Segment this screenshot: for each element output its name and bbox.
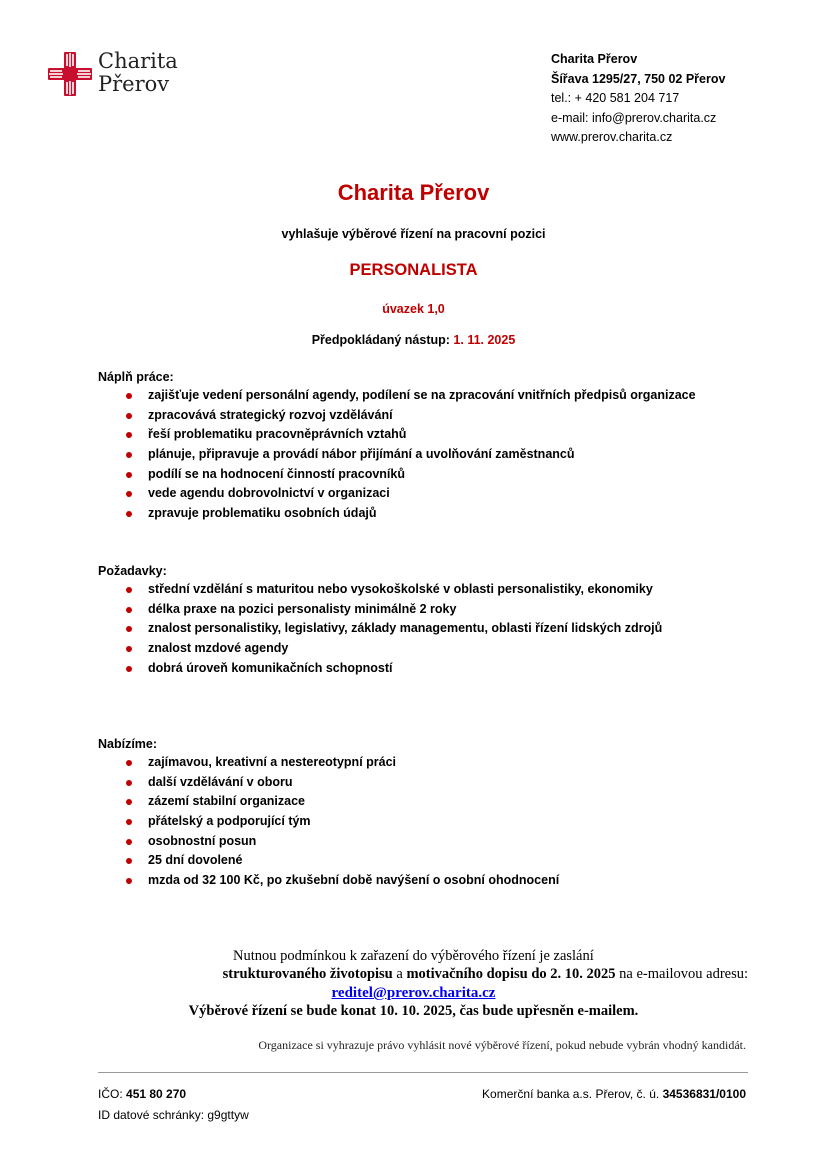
list-item (98, 386, 696, 406)
list-item (98, 792, 559, 812)
list-item (98, 659, 662, 679)
requirements-heading: Požadavky: (98, 564, 167, 578)
offer-heading: Nabízíme: (98, 737, 158, 751)
footer-right (0, 1084, 746, 1105)
application-to-email: na e-mailovou adresu: (615, 966, 748, 982)
requirements-list (98, 580, 662, 678)
application-and: a (392, 966, 407, 982)
list-item (98, 619, 662, 639)
footer-ico-label: IČO: (98, 1087, 127, 1101)
list-item (98, 425, 696, 445)
contact-address: Šířava 1295/27, 750 02 Přerov (551, 71, 726, 86)
bullet-icon (126, 472, 132, 478)
bullet-icon (126, 858, 132, 864)
list-item-text: podílí se na hodnocení činností pracovníků (148, 466, 405, 481)
list-item (98, 406, 696, 426)
contact-name: Charita Přerov (551, 52, 638, 66)
application-line-1: Nutnou podmínkou k zařazení do výběrového řízení je zaslání (233, 948, 594, 964)
list-item-text: znalost personalistiky, legislativy, základy managementu, oblasti řízení lidských zdrojů (148, 621, 663, 636)
footer-account: 34536831/0100 (662, 1087, 746, 1101)
contact-block (551, 50, 725, 148)
footer-databox: ID datové schránky: g9gttyw (98, 1108, 249, 1122)
logo-line-2: Přerov (98, 72, 170, 96)
page-title: Charita Přerov (337, 180, 490, 205)
position-title: PERSONALISTA (349, 261, 478, 279)
duties-heading: Náplň práce: (98, 370, 174, 384)
start-date-line (0, 333, 827, 347)
list-item-text: dobrá úroveň komunikačních schopností (148, 660, 393, 675)
list-item (98, 753, 559, 773)
application-date-info: Výběrové řízení se bude konat 10. 10. 2025, čas bude upřesněn e-mailem. (188, 1003, 639, 1019)
list-item (98, 639, 662, 659)
bullet-icon (126, 393, 132, 399)
list-item (98, 580, 662, 600)
bullet-icon (126, 760, 132, 766)
contact-phone: tel.: + 420 581 204 717 (551, 91, 680, 105)
application-letter: motivačního dopisu do 2. 10. 2025 (406, 966, 616, 982)
list-item (98, 812, 559, 832)
logo-line-1: Charita (98, 49, 178, 73)
list-item (98, 484, 696, 504)
bullet-icon (126, 839, 132, 845)
list-item (98, 851, 559, 871)
list-item-text: 25 dní dovolené (148, 853, 243, 868)
application-email-link[interactable]: reditel@prerov.charita.cz (331, 985, 496, 1001)
bullet-icon (126, 646, 132, 652)
duties-list (98, 386, 696, 524)
footer-ico: 451 80 270 (126, 1087, 187, 1101)
charita-cross-icon (48, 52, 92, 96)
application-cv: strukturovaného životopisu (222, 966, 393, 982)
list-item-text: znalost mzdové agendy (148, 641, 289, 656)
bullet-icon (126, 491, 132, 497)
list-item (98, 465, 696, 485)
list-item-text: osobnostní posun (148, 833, 257, 848)
offer-section (98, 737, 559, 891)
contact-web: www.prerov.charita.cz (551, 130, 673, 144)
start-label: Předpokládaný nástup: (311, 333, 450, 347)
footer-bank-label: Komerční banka a.s. Přerov, č. ú. (482, 1087, 663, 1101)
list-item (98, 504, 696, 524)
start-date: 1. 11. 2025 (453, 333, 516, 347)
requirements-section (98, 564, 662, 678)
list-item (98, 773, 559, 793)
bullet-icon (126, 666, 132, 672)
list-item-text: přátelský a podporující tým (148, 814, 311, 829)
offer-list (98, 753, 559, 891)
list-item-text: střední vzdělání s maturitou nebo vysokoškolské v oblasti personalistiky, ekonomiky (148, 582, 653, 596)
list-item-text: plánuje, připravuje a provádí nábor přijímání a uvolňování zaměstnanců (148, 447, 575, 462)
list-item-text: další vzdělávání v oboru (148, 774, 293, 789)
bullet-icon (126, 511, 132, 517)
list-item-text: mzda od 32 100 Kč, po zkušební době navýšení o osobní ohodnocení (148, 873, 560, 888)
list-item-text: vede agendu dobrovolnictví v organizaci (148, 486, 390, 501)
list-item (98, 832, 559, 852)
logo (48, 50, 188, 100)
list-item (98, 600, 662, 620)
list-item-text: zajišťuje vedení personální agendy, podílení se na zpracování vnitřních předpisů organizace (148, 388, 696, 402)
logo-text (98, 50, 178, 96)
footer-divider (98, 1072, 748, 1073)
bullet-icon (126, 878, 132, 884)
bullet-icon (126, 799, 132, 805)
application-line-2 (0, 966, 748, 983)
bullet-icon (126, 432, 132, 438)
application-disclaimer: Organizace si vyhrazuje právo vyhlásit nové výběrové řízení, pokud nebude vybrán vhodný kandidát. (258, 1038, 746, 1052)
bullet-icon (126, 819, 132, 825)
list-item (98, 871, 559, 891)
bullet-icon (126, 607, 132, 613)
duties-section (98, 370, 696, 524)
bullet-icon (126, 587, 132, 593)
page-subtitle: vyhlašuje výběrové řízení na pracovní pozici (281, 227, 546, 241)
list-item-text: zajímavou, kreativní a nestereotypní práci (148, 755, 397, 769)
list-item-text: zpravuje problematiku osobních údajů (148, 506, 377, 521)
bullet-icon (126, 626, 132, 632)
list-item-text: délka praxe na pozici personalisty minimálně 2 roky (148, 601, 457, 616)
bullet-icon (126, 780, 132, 786)
list-item-text: zázemí stabilní organizace (148, 794, 305, 809)
list-item-text: zpracovává strategický rozvoj vzdělávání (148, 407, 393, 422)
list-item (98, 445, 696, 465)
bullet-icon (126, 452, 132, 458)
list-item-text: řeší problematiku pracovněprávních vztahů (148, 427, 407, 442)
workload: úvazek 1,0 (382, 302, 445, 316)
contact-email: e-mail: info@prerov.charita.cz (551, 110, 717, 125)
bullet-icon (126, 413, 132, 419)
